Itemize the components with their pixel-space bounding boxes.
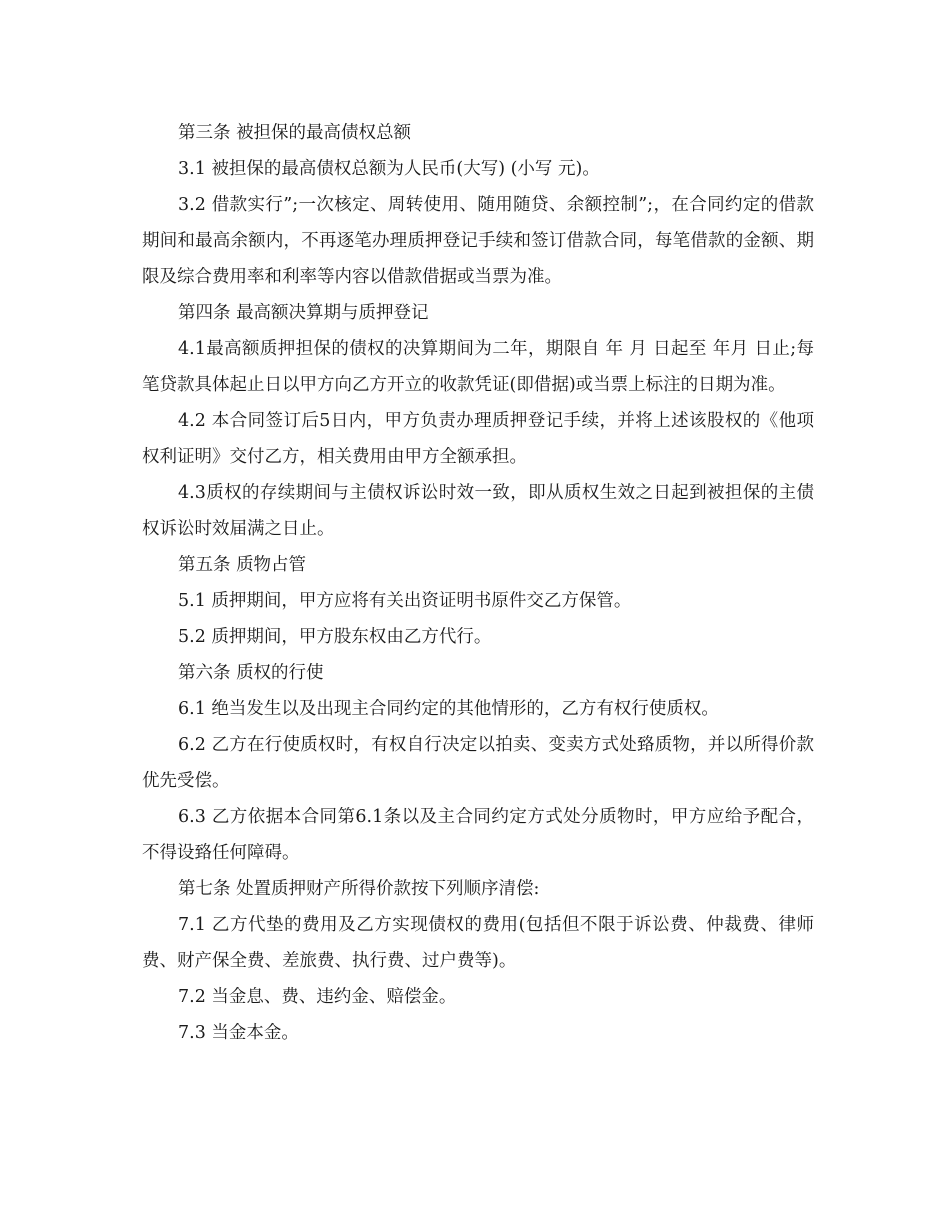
clause-7-3: 7.3 当金本金。 [178,1023,299,1043]
clause-5-1: 5.1 质押期间，甲方应将有关出资证明书原件交乙方保管。 [178,591,632,611]
article-6-heading: 第六条 质权的行使 [178,663,324,683]
clause-3-1: 3.1 被担保的最高债权总额为人民币(大写) (小写 元)。 [178,159,600,179]
document-body [142,115,814,1051]
clause-3-2: 3.2 借款实行”;一次核定、周转使用、随用随贷、余额控制”;，在合同约定的借款期间和最高余额内，不再逐笔办理质押登记手续和签订借款合同，每笔借款的金额、期限及综合费用率和利率等内容以借款借据或当票为准。 [142,195,814,287]
article-7-heading: 第七条 处置质押财产所得价款按下列顺序清偿: [178,879,540,899]
clause-6-3: 6.3 乙方依据本合同第6.1条以及主合同约定方式处分质物时，甲方应给予配合，不得设臵任何障碍。 [142,807,814,863]
clause-7-1: 7.1 乙方代垫的费用及乙方实现债权的费用(包括但不限于诉讼费、仲裁费、律师费、财产保全费、差旅费、执行费、过户费等)。 [142,915,814,971]
article-4-heading: 第四条 最高额决算期与质押登记 [178,303,429,323]
clause-5-2: 5.2 质押期间，甲方股东权由乙方代行。 [178,627,492,647]
clause-7-2: 7.2 当金息、费、违约金、赔偿金。 [178,987,457,1007]
article-3-heading: 第三条 被担保的最高债权总额 [178,123,412,143]
clause-6-2: 6.2 乙方在行使质权时，有权自行决定以拍卖、变卖方式处臵质物，并以所得价款优先受偿。 [142,735,814,791]
clause-4-1: 4.1最高额质押担保的债权的决算期间为二年，期限自 年 月 日起至 年月 日止;每笔贷款具体起止日以甲方向乙方开立的收款凭证(即借据)或当票上标注的日期为准。 [142,339,814,395]
clause-4-3: 4.3质权的存续期间与主债权诉讼时效一致，即从质权生效之日起到被担保的主债权诉讼时效届满之日止。 [142,483,814,539]
article-5-heading: 第五条 质物占管 [178,555,307,575]
clause-6-1: 6.1 绝当发生以及出现主合同约定的其他情形的，乙方有权行使质权。 [178,699,719,719]
clause-4-2: 4.2 本合同签订后5日内，甲方负责办理质押登记手续，并将上述该股权的《他项权利证明》交付乙方，相关费用由甲方全额承担。 [142,411,814,467]
